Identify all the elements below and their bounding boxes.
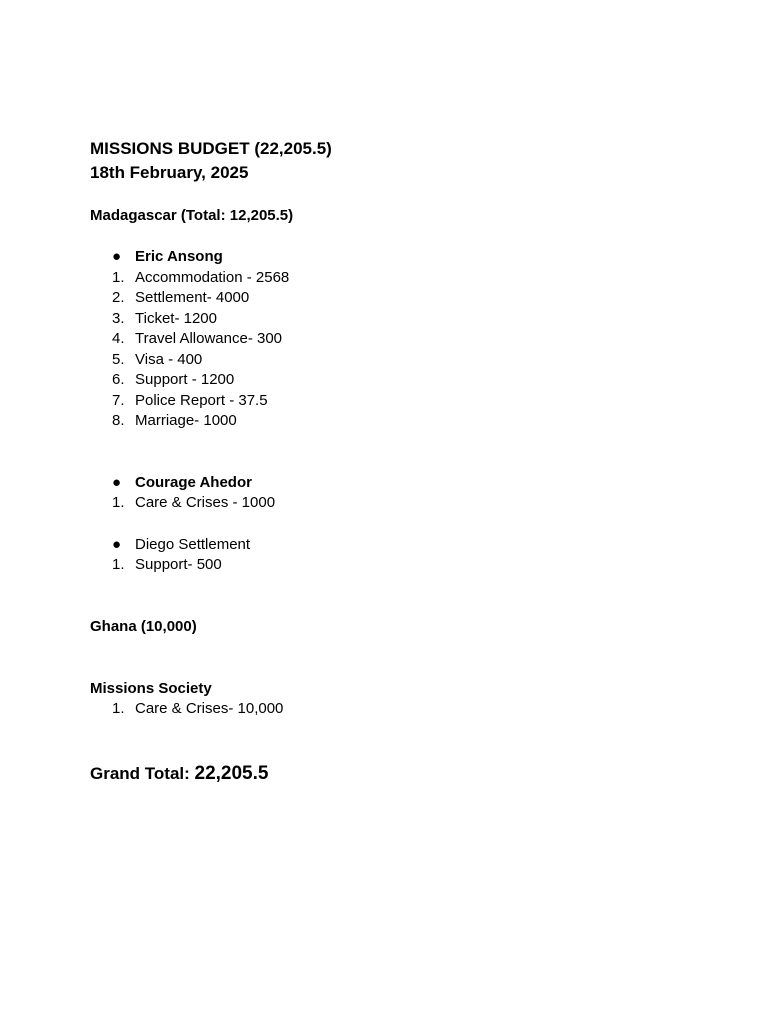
list-number: 1.: [112, 268, 125, 286]
section-heading-ghana: Ghana (10,000): [90, 617, 197, 635]
list-number: 1.: [112, 699, 125, 717]
list-number: 1.: [112, 556, 125, 573]
document-date: 18th February, 2025: [90, 163, 249, 182]
list-number: 3.: [112, 309, 125, 327]
list-item-text: Police Report - 37.5: [135, 391, 268, 409]
list-item: [90, 555, 690, 576]
list-item-text: Care & Crises- 10,000: [135, 699, 284, 717]
list-item-text: Accommodation - 2568: [135, 268, 290, 286]
list-item: [90, 411, 690, 432]
person-name: Diego Settlement: [135, 535, 251, 553]
list-number: 1.: [112, 494, 125, 511]
person-name: Eric Ansong: [135, 248, 223, 265]
list-item-text: Ticket- 1200: [135, 309, 217, 327]
list-item: [90, 329, 690, 350]
list-item-text: Care & Crises - 1000: [135, 494, 276, 511]
list-item: [90, 268, 690, 289]
list-item: [90, 309, 690, 330]
list-number: 7.: [112, 391, 125, 409]
list-number: 8.: [112, 412, 125, 429]
list-number: 4.: [112, 330, 125, 347]
list-item-text: Support- 500: [135, 556, 222, 573]
list-item: [90, 699, 690, 720]
grand-total-amount: 22,205.5: [194, 763, 269, 784]
person-bullet-diego: [90, 535, 690, 556]
list-item: [90, 391, 690, 412]
document-title: MISSIONS BUDGET (22,205.5): [90, 139, 332, 158]
grand-total-label: Grand Total:: [90, 764, 195, 783]
list-item: [90, 288, 690, 309]
list-number: 5.: [112, 350, 125, 368]
bullet-icon: ●: [112, 248, 122, 265]
list-number: 2.: [112, 289, 125, 306]
bullet-icon: ●: [112, 473, 122, 491]
document-page: [90, 137, 690, 787]
person-bullet-eric: [90, 247, 690, 268]
list-item-text: Marriage- 1000: [135, 412, 237, 429]
list-item: [90, 350, 690, 371]
list-item-text: Settlement- 4000: [135, 289, 250, 306]
section-heading-madagascar: Madagascar (Total: 12,205.5): [90, 207, 294, 224]
list-item: [90, 493, 690, 514]
person-name: Courage Ahedor: [135, 473, 252, 491]
person-bullet-courage: [90, 473, 690, 494]
bullet-icon: ●: [112, 535, 122, 553]
list-item-text: Support - 1200: [135, 371, 235, 388]
list-item: [90, 370, 690, 391]
list-number: 6.: [112, 371, 125, 388]
grand-total: [90, 761, 690, 787]
list-item-text: Travel Allowance- 300: [135, 330, 283, 347]
list-item-text: Visa - 400: [135, 350, 203, 368]
section-heading-missions-society: Missions Society: [90, 679, 212, 697]
